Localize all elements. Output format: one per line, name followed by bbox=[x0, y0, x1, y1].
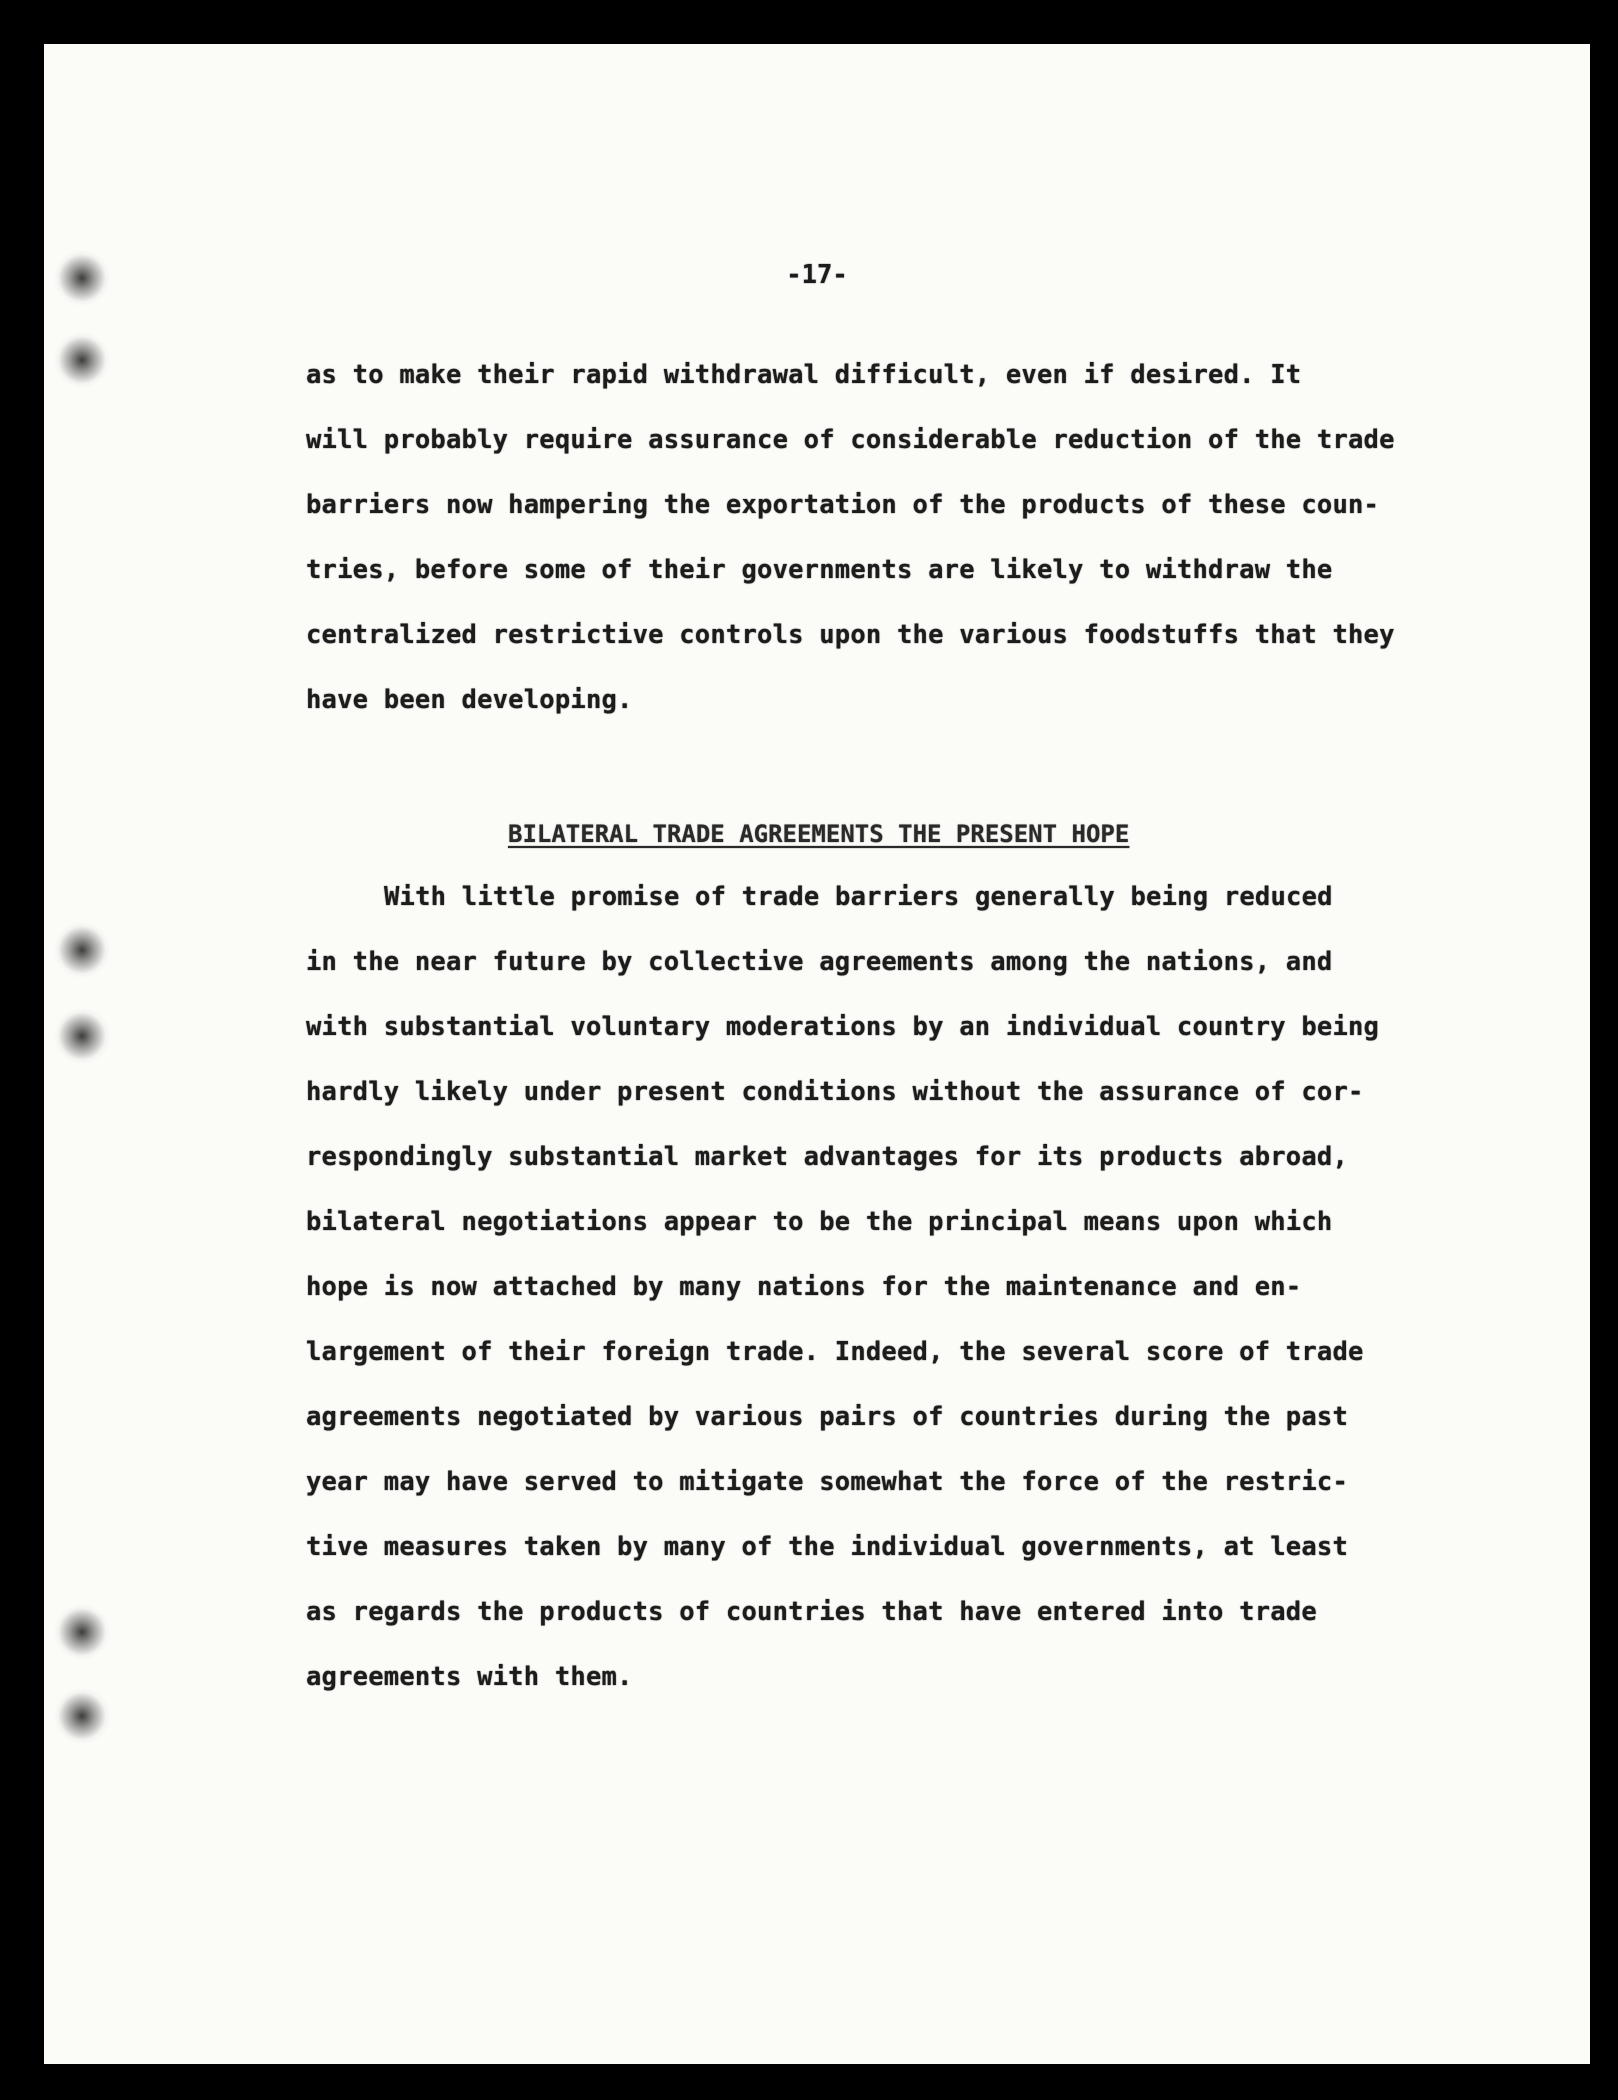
paragraph-line: with substantial voluntary moderations by an individual country being bbox=[306, 1012, 1380, 1042]
paragraph-line: centralized restrictive controls upon the various foodstuffs that they bbox=[306, 620, 1395, 650]
paragraph-line: largement of their foreign trade. Indeed, the several score of trade bbox=[306, 1337, 1364, 1367]
punch-hole bbox=[54, 1604, 110, 1660]
section-heading: BILATERAL TRADE AGREEMENTS THE PRESENT HOPE bbox=[508, 820, 1130, 848]
document-page bbox=[44, 44, 1590, 2064]
paragraph-line: agreements negotiated by various pairs of countries during the past bbox=[306, 1402, 1349, 1432]
paragraph-line: will probably require assurance of considerable reduction of the trade bbox=[306, 425, 1395, 455]
paragraph-line: tries, before some of their governments are likely to withdraw the bbox=[306, 555, 1333, 585]
punch-hole bbox=[54, 332, 110, 388]
paragraph-line: barriers now hampering the exportation of the products of these coun- bbox=[306, 490, 1380, 520]
punch-hole bbox=[54, 1008, 110, 1064]
paragraph-line: hope is now attached by many nations for the maintenance and en- bbox=[306, 1272, 1302, 1302]
paragraph-line: have been developing. bbox=[306, 685, 633, 715]
page-number: -17- bbox=[786, 260, 848, 290]
punch-hole bbox=[54, 1688, 110, 1744]
paragraph-line: bilateral negotiations appear to be the principal means upon which bbox=[306, 1207, 1333, 1237]
page-edge-tab bbox=[44, 94, 58, 234]
paragraph-line: agreements with them. bbox=[306, 1662, 633, 1692]
punch-hole bbox=[54, 922, 110, 978]
paragraph-line: respondingly substantial market advantages for its products abroad, bbox=[306, 1142, 1349, 1172]
paragraph-line: tive measures taken by many of the individual governments, at least bbox=[306, 1532, 1349, 1562]
paragraph-line: hardly likely under present conditions without the assurance of cor- bbox=[306, 1077, 1364, 1107]
paragraph-line: in the near future by collective agreements among the nations, and bbox=[306, 947, 1333, 977]
paragraph-line: year may have served to mitigate somewhat the force of the restric- bbox=[306, 1467, 1349, 1497]
paragraph-line: as regards the products of countries that have entered into trade bbox=[306, 1597, 1317, 1627]
paragraph-line: as to make their rapid withdrawal difficult, even if desired. It bbox=[306, 360, 1302, 390]
paragraph-line: With little promise of trade barriers generally being reduced bbox=[384, 882, 1333, 912]
